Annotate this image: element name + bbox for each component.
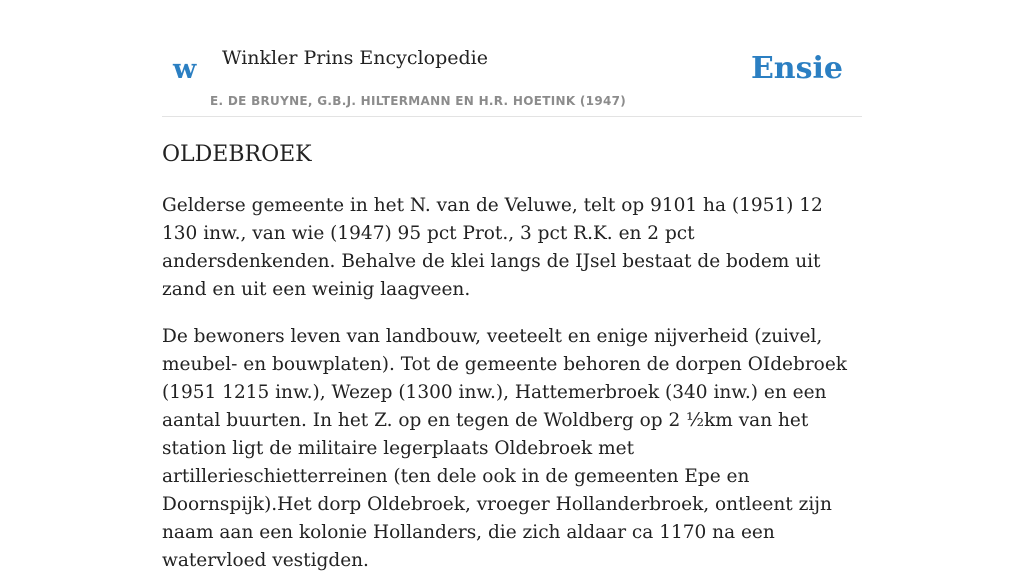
winkler-prins-logo[interactable]: w	[173, 54, 197, 85]
site-title[interactable]: Winkler Prins Encyclopedie	[222, 47, 488, 69]
authors-line: E. DE BRUYNE, G.B.J. HILTERMANN EN H.R. HOETINK (1947)	[210, 94, 627, 108]
ensie-logo[interactable]: Ensie	[750, 51, 843, 86]
site-header	[162, 0, 862, 117]
article-paragraph-1: Gelderse gemeente in het N. van de Veluwe, telt op 9101 ha (1951) 12 130 inw., van wie (1947) 95 pct Prot., 3 pct R.K. en 2 pct andersdenkenden. Behalve de klei langs de IJsel bestaat de bodem uit zand en uit een weinig laagveen.	[162, 195, 823, 300]
article-title: OLDEBROEK	[162, 142, 312, 167]
article-paragraph-2: De bewoners leven van landbouw, veeteelt en enige nijverheid (zuivel, meubel- en bouwplaten). Tot de gemeente behoren de dorpen OIdebroek (1951 1215 inw.), Wezep (1300 inw.), Hattemerbroek (340 inw.) en een aantal buurten. In het Z. op en tegen de Woldberg op 2 ½km van het station ligt de militaire legerplaats Oldebroek met artillerieschietterreinen (ten dele ook in de gemeenten Epe en Doornspijk).Het dorp Oldebroek, vroeger Hollanderbroek, ontleent zijn naam aan een kolonie Hollanders, die zich aldaar ca 1170 na een watervloed vestigden.	[162, 326, 847, 571]
article	[162, 138, 862, 575]
